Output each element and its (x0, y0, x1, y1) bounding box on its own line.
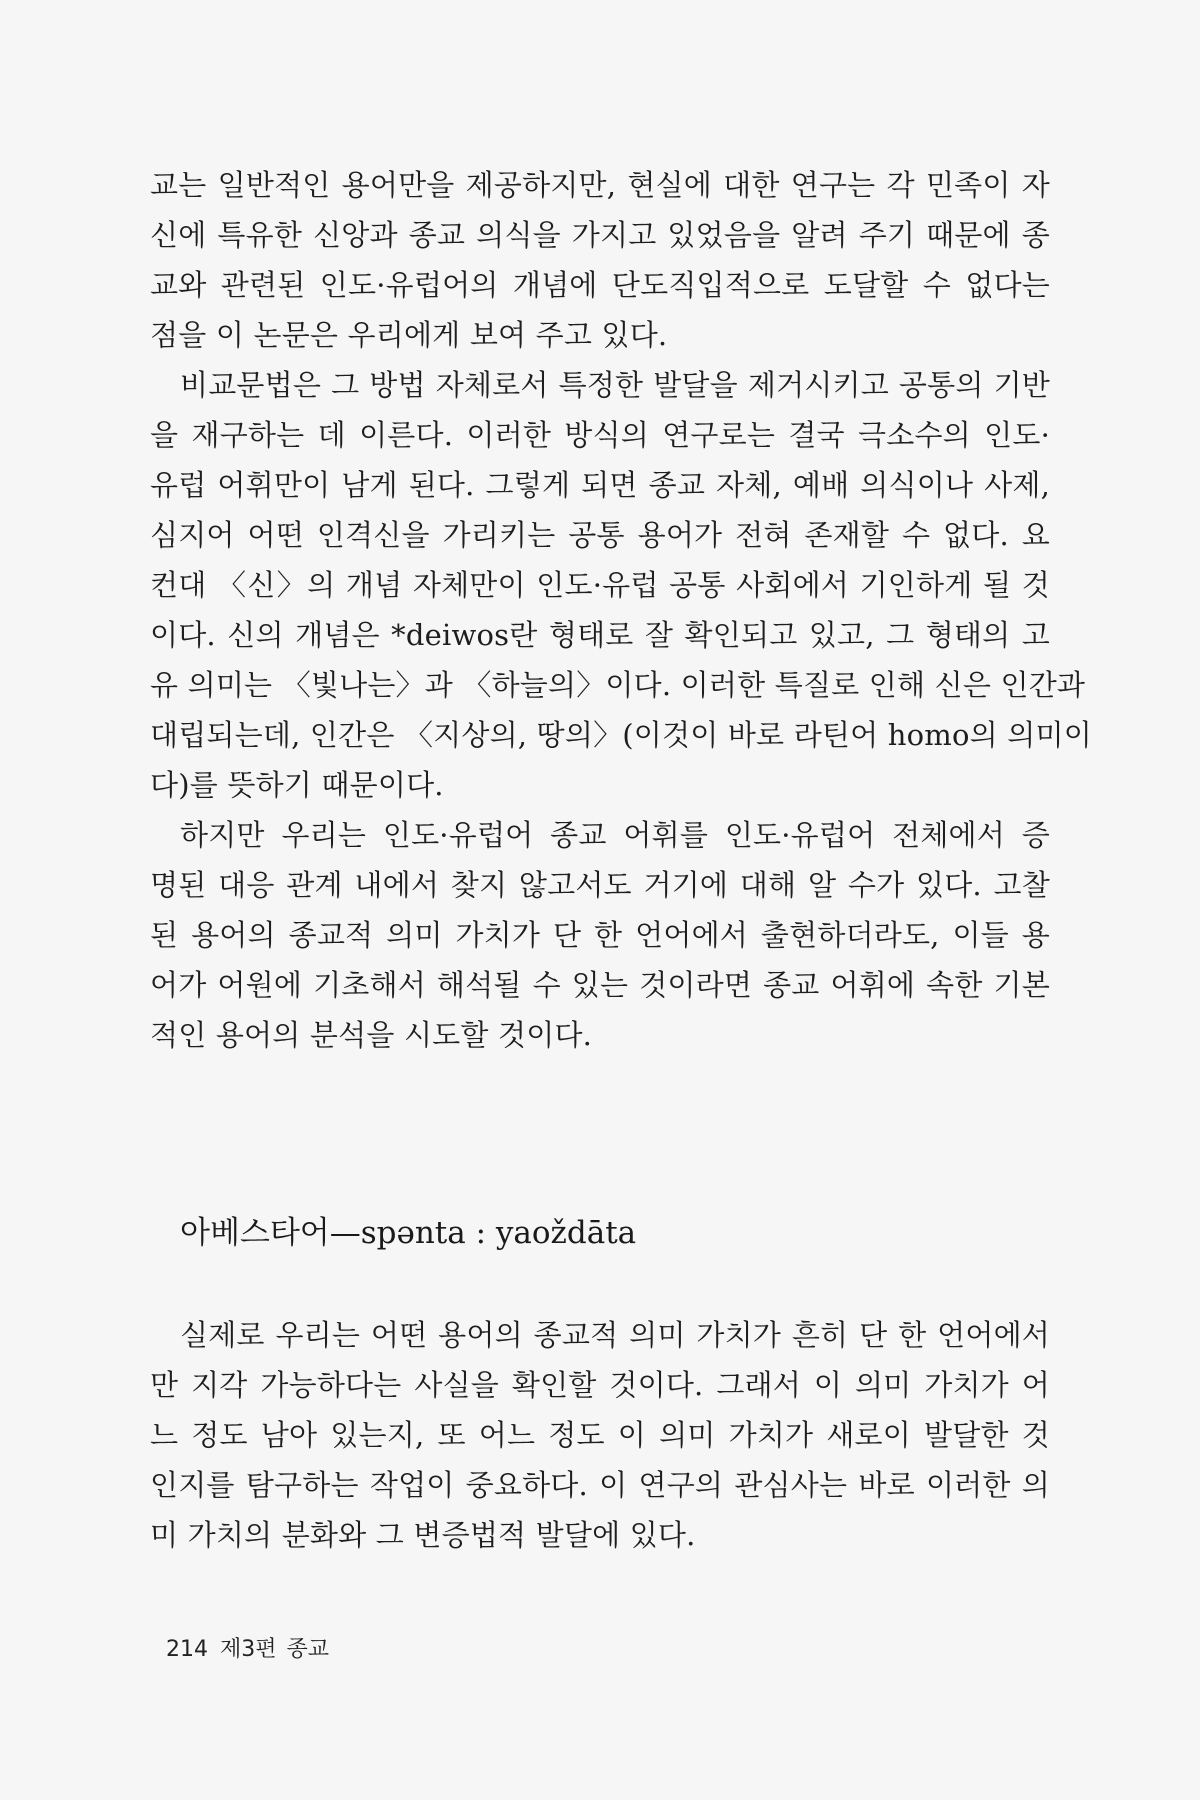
page-number: 214 (166, 1637, 208, 1662)
part-title: 종교 (286, 1637, 330, 1662)
text-line: 을 재구하는 데 이른다. 이러한 방식의 연구로는 결국 극소수의 인도· (150, 418, 1050, 452)
text-line: 실제로 우리는 어떤 용어의 종교적 의미 가치가 흔히 단 한 언어에서 (180, 1318, 1050, 1352)
text-line: 유 의미는 〈빛나는〉과 〈하늘의〉이다. 이러한 특질로 인해 신은 인간과 (150, 668, 1086, 702)
text-line: 어가 어원에 기초해서 해석될 수 있는 것이라면 종교 어휘에 속한 기본 (150, 968, 1050, 1002)
text-line: 하지만 우리는 인도·유럽어 종교 어휘를 인도·유럽어 전체에서 증 (180, 818, 1050, 852)
text-line: 점을 이 논문은 우리에게 보여 주고 있다. (150, 318, 668, 352)
text-line: 된 용어의 종교적 의미 가치가 단 한 언어에서 출현하더라도, 이들 용 (150, 918, 1050, 952)
part-label: 제3편 (220, 1637, 277, 1662)
text-line: 미 가치의 분화와 그 변증법적 발달에 있다. (150, 1518, 696, 1552)
text-line: 명된 대응 관계 내에서 찾지 않고서도 거기에 대해 알 수가 있다. 고찰 (150, 868, 1050, 902)
text-line: 적인 용어의 분석을 시도할 것이다. (150, 1018, 593, 1052)
section-heading: 아베스타어—spənta : yaoždāta (180, 1215, 637, 1251)
text-line: 인지를 탐구하는 작업이 중요하다. 이 연구의 관심사는 바로 이러한 의 (150, 1468, 1050, 1502)
text-line: 다)를 뜻하기 때문이다. (150, 768, 444, 802)
text-line: 유럽 어휘만이 남게 된다. 그렇게 되면 종교 자체, 예배 의식이나 사제, (150, 468, 1050, 502)
text-line: 이다. 신의 개념은 *deiwos란 형태로 잘 확인되고 있고, 그 형태의 고 (150, 618, 1050, 652)
text-line: 대립되는데, 인간은 〈지상의, 땅의〉(이것이 바로 라틴어 homo의 의미이 (150, 718, 1092, 752)
text-line: 교와 관련된 인도·유럽어의 개념에 단도직입적으로 도달할 수 없다는 (150, 268, 1050, 302)
page-footer (166, 1637, 329, 1663)
text-line: 컨대 〈신〉의 개념 자체만이 인도·유럽 공통 사회에서 기인하게 될 것 (150, 568, 1050, 602)
text-line: 교는 일반적인 용어만을 제공하지만, 현실에 대한 연구는 각 민족이 자 (150, 168, 1050, 202)
text-line: 느 정도 남아 있는지, 또 어느 정도 이 의미 가치가 새로이 발달한 것 (150, 1418, 1050, 1452)
text-line: 심지어 어떤 인격신을 가리키는 공통 용어가 전혀 존재할 수 없다. 요 (150, 518, 1050, 552)
text-line: 만 지각 가능하다는 사실을 확인할 것이다. 그래서 이 의미 가치가 어 (150, 1368, 1050, 1402)
text-line: 신에 특유한 신앙과 종교 의식을 가지고 있었음을 알려 주기 때문에 종 (150, 218, 1050, 252)
text-line: 비교문법은 그 방법 자체로서 특정한 발달을 제거시키고 공통의 기반 (180, 368, 1050, 402)
